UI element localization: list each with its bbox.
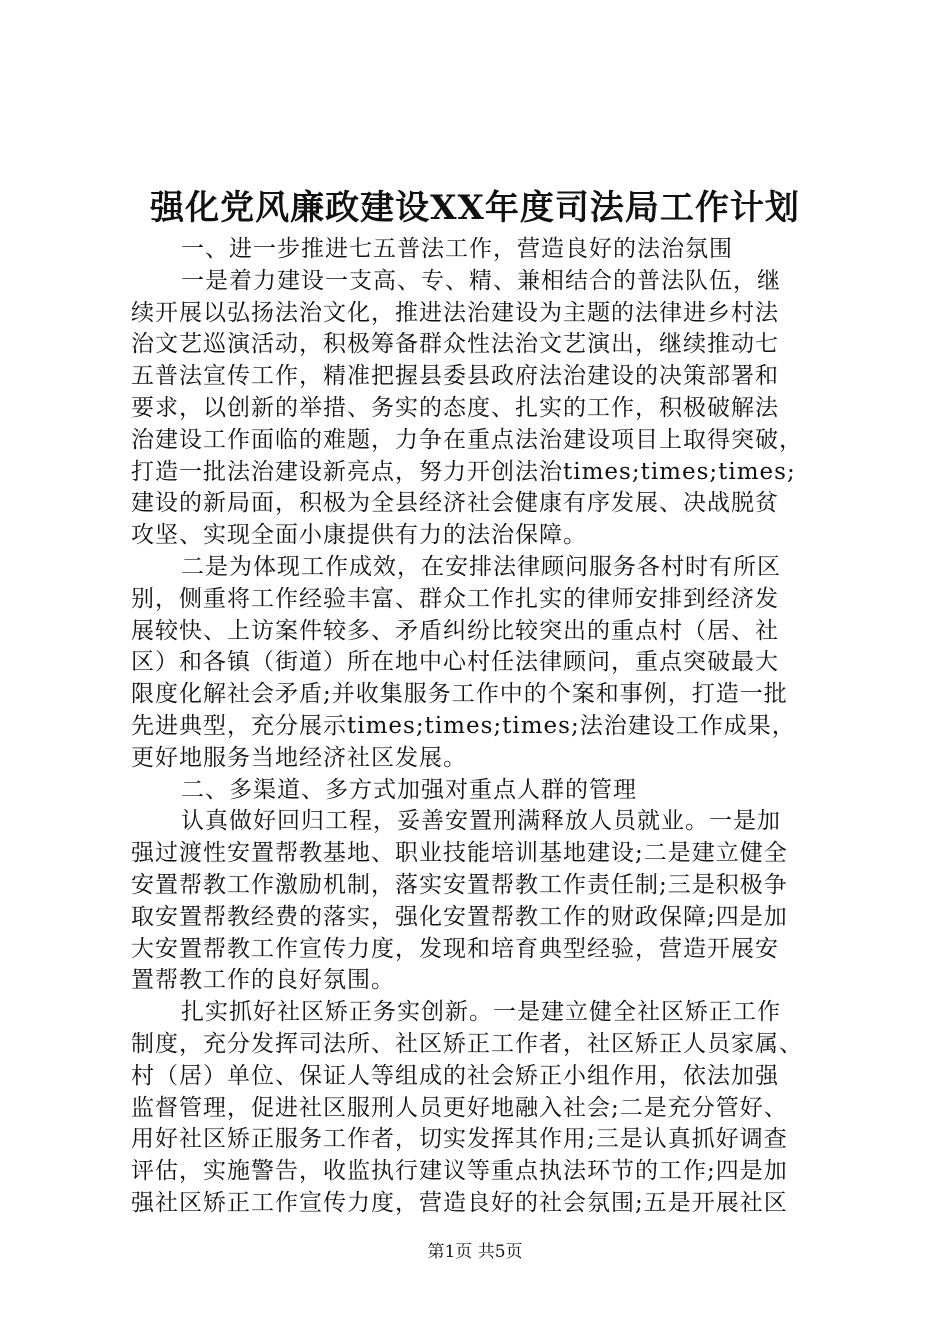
text-line: 认真做好回归工程，妥善安置刑满释放人员就业。一是加 (181, 808, 781, 835)
text-line: 续开展以弘扬法治文化，推进法治建设为主题的法律进乡村法 (131, 299, 779, 326)
document-title: 强化党风廉政建设XX年度司法局工作计划 (150, 188, 800, 228)
text-line: 扎实抓好社区矫正务实创新。一是建立健全社区矫正工作 (181, 999, 781, 1026)
text-line: 要求，以创新的举措、务实的态度、扎实的工作，积极破解法 (131, 394, 779, 421)
text-line: 安置帮教工作激励机制，落实安置帮教工作责任制;三是积极争 (131, 871, 788, 898)
text-line: 强过渡性安置帮教基地、职业技能培训基地建设;二是建立健全 (131, 840, 788, 867)
text-line: 别，侧重将工作经验丰富、群众工作扎实的律师安排到经济发 (131, 585, 779, 612)
text-line: 二是为体现工作成效，在安排法律顾问服务各村时有所区 (181, 553, 781, 580)
text-line: 二、多渠道、多方式加强对重点人群的管理 (181, 776, 637, 803)
text-line: 打造一批法治建设新亮点，努力开创法治times;times;times; (131, 458, 796, 485)
text-line: 展较快、上访案件较多、矛盾纠纷比较突出的重点村（居、社 (131, 617, 779, 644)
page-number: 第1页 共5页 (427, 1242, 523, 1262)
text-line: 用好社区矫正服务工作者，切实发挥其作用;三是认真抓好调查 (131, 1126, 788, 1153)
text-line: 攻坚、实现全面小康提供有力的法治保障。 (131, 522, 587, 549)
text-line: 更好地服务当地经济社区发展。 (131, 744, 467, 771)
document-body (131, 234, 831, 1220)
text-line: 大安置帮教工作宣传力度，发现和培育典型经验，营造开展安 (131, 935, 779, 962)
text-line: 一、进一步推进七五普法工作，营造良好的法治氛围 (181, 236, 733, 262)
text-line: 治文艺巡演活动，积极筹备群众性法治文艺演出，继续推动七 (131, 331, 779, 358)
text-line: 评估，实施警告，收监执行建议等重点执法环节的工作;四是加 (131, 1158, 788, 1185)
text-line: 治建设工作面临的难题，力争在重点法治建设项目上取得突破， (131, 426, 803, 453)
text-line: 强社区矫正工作宣传力度，营造良好的社会氛围;五是开展社区 (131, 1189, 788, 1216)
text-line: 一是着力建设一支高、专、精、兼相结合的普法队伍，继 (181, 267, 781, 294)
text-line: 限度化解社会矛盾;并收集服务工作中的个案和事例，打造一批 (131, 681, 788, 708)
text-line: 监督管理，促进社区服刑人员更好地融入社会;二是充分管好、 (131, 1094, 788, 1121)
text-line: 五普法宣传工作，精准把握县委县政府法治建设的决策部署和 (131, 363, 779, 390)
text-line: 区）和各镇（街道）所在地中心村任法律顾问，重点突破最大 (131, 649, 779, 676)
text-line: 村（居）单位、保证人等组成的社会矫正小组作用，依法加强 (131, 1062, 779, 1089)
text-line: 取安置帮教经费的落实，强化安置帮教工作的财政保障;四是加 (131, 903, 788, 930)
text-line: 制度，充分发挥司法所、社区矫正工作者，社区矫正人员家属、 (131, 1030, 803, 1057)
text-line: 置帮教工作的良好氛围。 (131, 967, 395, 994)
text-line: 先进典型，充分展示times;times;times;法治建设工作成果， (131, 712, 796, 739)
text-line: 建设的新局面，积极为全县经济社会健康有序发展、决战脱贫 (131, 490, 779, 517)
